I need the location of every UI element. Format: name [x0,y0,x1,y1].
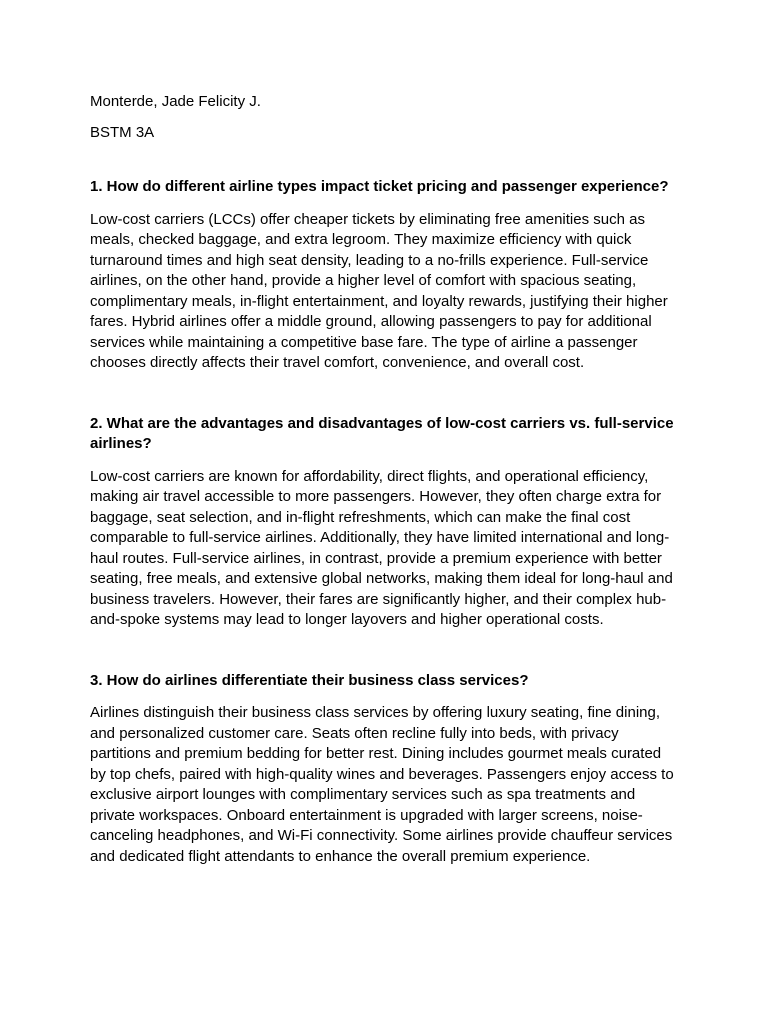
question-3: 3. How do airlines differentiate their business class services? [90,671,529,689]
question-1: 1. How do different airline types impact ticket pricing and passenger experience? [90,178,669,195]
document-body [90,92,680,907]
answer-3: Airlines distinguish their business class services by offering luxury seating, fine dining, and personalized customer care. Seats often recline fully into beds, with privacy partitions and premium bedding for better rest. Dining includes gourmet meals curated by top chefs, paired with high-quality wines and beverages. Passengers enjoy access to exclusive airport lounges with complimentary services such as spa treatments and private workspaces. Onboard entertainment is upgraded with larger screens, noise-canceling headphones, and Wi-Fi connectivity. Some airlines provide chauffeur services and dedicated flight attendants to enhance the overall premium experience. [90,704,674,865]
author-name: Monterde, Jade Felicity J. [90,93,261,110]
course-section: BSTM 3A [90,123,155,141]
answer-1: Low-cost carriers (LCCs) offer cheaper tickets by eliminating free amenities such as meals, checked baggage, and extra legroom. They maximize efficiency with quick turnaround times and high seat density, leading to a no-frills experience. Full-service airlines, on the other hand, provide a higher level of comfort with spacious seating, complimentary meals, in-flight entertainment, and loyalty rewards, justifying their higher fares. Hybrid airlines offer a middle ground, allowing passengers to pay for additional services while maintaining a competitive base fare. The type of airline a passenger chooses directly affects their travel comfort, convenience, and overall cost. [90,210,668,371]
answer-2: Low-cost carriers are known for affordability, direct flights, and operational efficiency, making air travel accessible to more passengers. However, they often charge extra for baggage, seat selection, and in-flight refreshments, which can make the final cost comparable to full-service airlines. Additionally, they have limited international and long-haul routes. Full-service airlines, in contrast, provide a premium experience with better seating, free meals, and extensive global networks, making them ideal for long-haul and business travelers. However, their fares are significantly higher, and their complex hub-and-spoke systems may lead to longer layovers and higher operational costs. [90,467,673,628]
question-2: 2. What are the advantages and disadvantages of low-cost carriers vs. full-service airlines? [90,414,674,452]
